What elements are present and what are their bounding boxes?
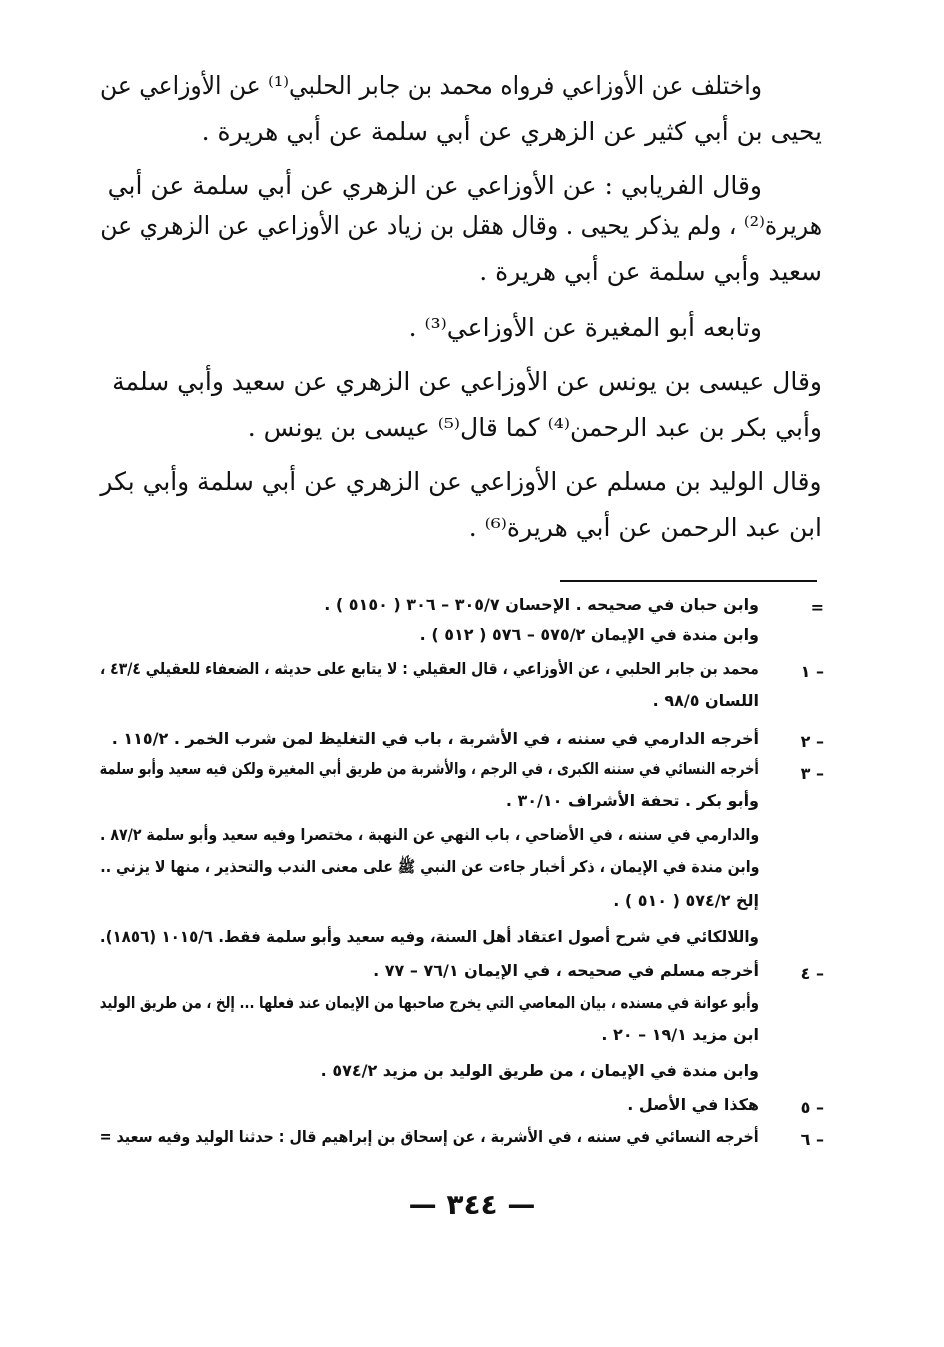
footnote-line: وأبو عوانة في مسنده ، بيان المعاصي التي يخرج صاحبها من الإيمان عند فعلها ... إلخ ، من طريق الوليد — [99, 993, 759, 1012]
footnote-line: محمد بن جابر الحلبي ، عن الأوزاعي ، قال العقيلي : لا يتابع على حديثه ، الضعفاء للعقيلي ٤٣/٤ ، — [100, 659, 760, 678]
footnote-line: هكذا في الأصل . — [627, 1095, 759, 1114]
footnote-number: ١ – — [800, 662, 824, 681]
main-line: وقال الوليد بن مسلم عن الأوزاعي عن الزهري عن أبي سلمة وأبي بكر — [100, 467, 822, 496]
footnote-line: أخرجه مسلم في صحيحه ، في الإيمان ٧٦/١ – ٧٧ . — [373, 961, 759, 980]
page-number: — ٣٤٤ — — [408, 1188, 536, 1221]
footnote-line: وابن مندة في الإيمان ٥٧٥/٢ – ٥٧٦ ( ٥١٢ ) . — [419, 625, 759, 644]
main-line: وقال الفريابي : عن الأوزاعي عن الزهري عن أبي سلمة عن أبي — [107, 171, 762, 200]
main-line: ابن عبد الرحمن عن أبي هريرة⁽⁶⁾ . — [468, 513, 822, 542]
main-line: وقال عيسى بن يونس عن الأوزاعي عن الزهري عن سعيد وأبي سلمة — [112, 367, 822, 396]
footnote-line: واللالكائي في شرح أصول اعتقاد أهل السنة، وفيه سعيد وأبو سلمة فقط. ١٠١٥/٦ (١٨٥٦). — [99, 927, 759, 946]
footnote-number: ٥ – — [800, 1098, 824, 1117]
footnote-line: وابن حبان في صحيحه . الإحسان ٣٠٥/٧ – ٣٠٦ ( ٥١٥٠ ) . — [324, 595, 759, 614]
footnote-number: ٣ – — [800, 764, 824, 783]
footnote-line: وابن مندة في الإيمان ، ذكر أخبار جاءت عن النبي ﷺ على معنى الندب والتحذير ، منها لا يزني .. — [99, 857, 759, 876]
footnote-line: أخرجه النسائي في سننه ، في الأشربة ، عن إسحاق بن إبراهيم قال : حدثنا الوليد وفيه سعيد = — [99, 1127, 759, 1146]
footnote-line: اللسان ٩٨/٥ . — [652, 691, 759, 710]
footnote-continuation-mark: = — [810, 598, 824, 617]
footnote-line: أخرجه النسائي في سننه الكبرى ، في الرجم ، والأشربة من طريق أبي المغيرة ولكن فيه سعيد وأبو سلمة — [99, 759, 759, 778]
main-line: واختلف عن الأوزاعي فرواه محمد بن جابر الحلبي⁽¹⁾ عن الأوزاعي عن — [99, 71, 762, 100]
footnote-separator — [560, 580, 817, 582]
footnote-line: إلخ ٥٧٤/٢ ( ٥١٠ ) . — [613, 891, 759, 910]
footnote-number: ٢ – — [800, 732, 824, 751]
footnote-number: ٦ – — [800, 1130, 824, 1149]
main-line: وتابعه أبو المغيرة عن الأوزاعي⁽³⁾ . — [408, 313, 762, 342]
main-line: وأبي بكر بن عبد الرحمن⁽⁴⁾ كما قال⁽⁵⁾ عيسى بن يونس . — [247, 413, 822, 442]
main-line: سعيد وأبي سلمة عن أبي هريرة . — [479, 257, 822, 286]
footnote-line: وأبو بكر . تحفة الأشراف ٣٠/١٠ . — [505, 791, 759, 810]
footnote-line: ابن مزيد ١٩/١ – ٢٠ . — [601, 1025, 759, 1044]
footnote-line: وابن مندة في الإيمان ، من طريق الوليد بن مزيد ٥٧٤/٢ . — [320, 1061, 759, 1080]
footnote-number: ٤ – — [800, 964, 824, 983]
main-line: يحيى بن أبي كثير عن الزهري عن أبي سلمة عن أبي هريرة . — [201, 117, 822, 146]
footnote-line: أخرجه الدارمي في سننه ، في الأشربة ، باب في التغليظ لمن شرب الخمر . ١١٥/٢ . — [111, 729, 759, 748]
footnote-line: والدارمي في سننه ، في الأضاحي ، باب النهي عن النهبة ، مختصرا وفيه سعيد وأبو سلمة ٨٧/٢ . — [99, 825, 759, 844]
main-line: هريرة⁽²⁾ ، ولم يذكر يحيى . وقال هقل بن زياد عن الأوزاعي عن الزهري عن — [100, 211, 822, 240]
